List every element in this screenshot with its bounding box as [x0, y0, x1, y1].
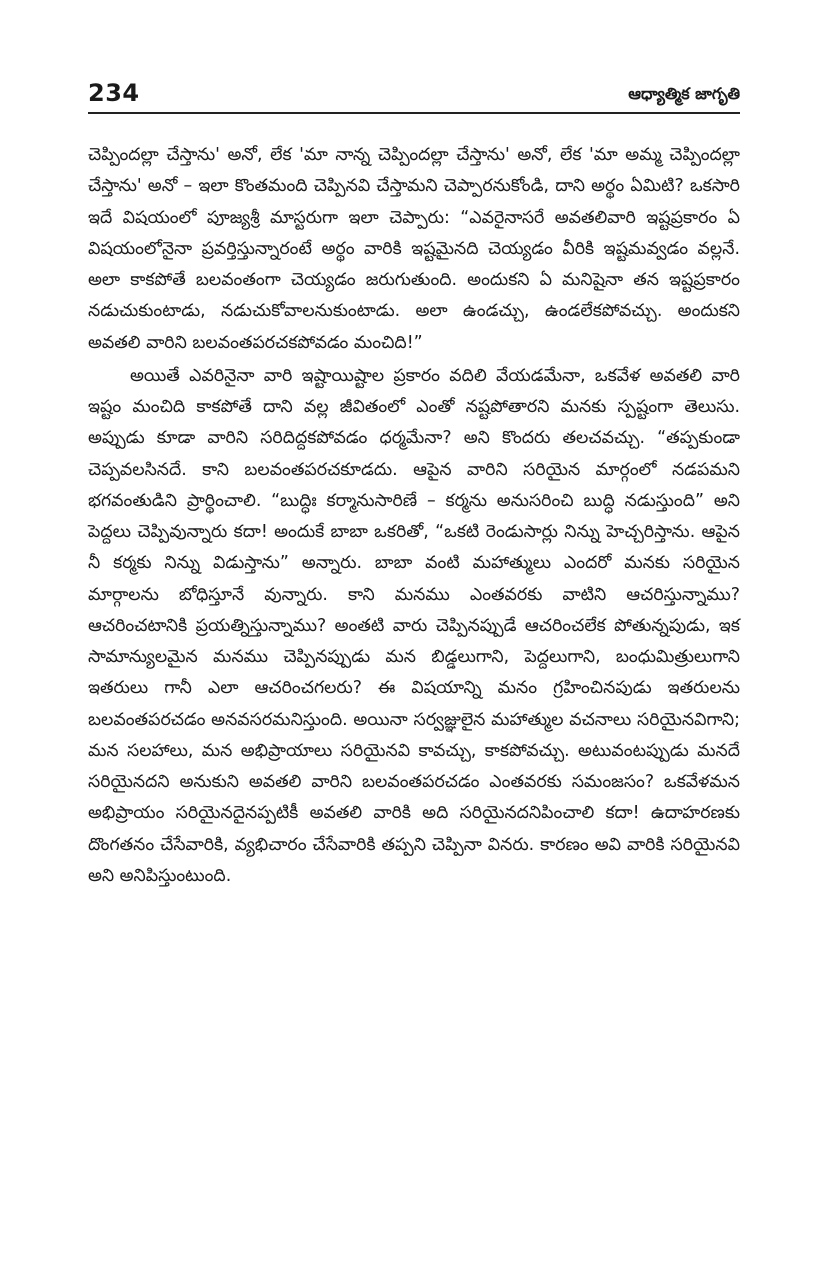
- page-header: [88, 78, 740, 112]
- page-number: 234: [88, 79, 140, 107]
- body-text: [88, 140, 740, 892]
- running-title: ఆధ్యాత్మిక జాగృతి: [628, 84, 740, 103]
- header-rule: [88, 112, 740, 114]
- paragraph: అయితే ఎవరినైనా వారి ఇష్టాయిష్టాల ప్రకారం వదిలి వేయడమేనా, ఒకవేళ అవతలి వారి ఇష్టం మంచిది కాకపోతే దాని వల్ల జీవితంలో ఎంతో నష్టపోతారని మనకు స్పష్టంగా తెలుసు. అప్పుడు కూడా వారిని సరిదిద్దకపోవడం ధర్మమేనా? అని కొందరు తలచవచ్చు. “తప్పకుండా చెప్పవలసినదే. కాని బలవంతపరచకూడదు. ఆపైన వారిని సరియైన మార్గంలో నడపమని భగవంతుడిని ప్రార్థించాలి. “బుద్ధిః కర్మానుసారిణే – కర్మను అనుసరించి బుద్ధి నడుస్తుంది” అని పెద్దలు చెప్పివున్నారు కదా! అందుకే బాబా ఒకరితో, “ఒకటి రెండుసార్లు నిన్ను హెచ్చరిస్తాను. ఆపైన నీ కర్మకు నిన్ను విడుస్తాను” అన్నారు. బాబా వంటి మహాత్ములు ఎందరో మనకు సరియైన మార్గాలను బోధిస్తూనే వున్నారు. కాని మనము ఎంతవరకు వాటిని ఆచరిస్తున్నాము? ఆచరించటానికి ప్రయత్నిస్తున్నాము? అంతటి వారు చెప్పినప్పుడే ఆచరించలేక పోతున్నపుడు, ఇక సామాన్యులమైన మనము చెప్పినప్పుడు మన బిడ్డలుగాని, పెద్దలుగాని, బంధుమిత్రులుగాని ఇతరులు గానీ ఎలా ఆచరించగలరు? ఈ విషయాన్ని మనం గ్రహించినపుడు ఇతరులను బలవంతపరచడం అనవసరమనిస్తుంది. అయినా సర్వజ్ఞులైన మహాత్ముల వచనాలు సరియైనవిగాని; మన సలహాలు, మన అభిప్రాయాలు సరియైనవి కావచ్చు, కాకపోవచ్చు. అటువంటప్పుడు మనదే సరియైనదని అనుకుని అవతలి వారిని బలవంతపరచడం ఎంతవరకు సమంజసం? ఒకవేళమన అభిప్రాయం సరియైనదైనప్పటికీ అవతలి వారికి అది సరియైనదనిపించాలి కదా! ఉదాహరణకు దొంగతనం చేసేవారికి, వ్యభిచారం చేసేవారికి తప్పని చెప్పినా వినరు. కారణం అవి వారికి సరియైనవి అని అనిపిస్తుంటుంది.: [88, 365, 740, 886]
- paragraph: చెప్పిందల్లా చేస్తాను' అనో, లేక 'మా నాన్న చెప్పిందల్లా చేస్తాను' అనో, లేక 'మా అమ్మ చెప్పిందల్లా చేస్తాను' అనో – ఇలా కొంతమంది చెప్పినవి చేస్తామని చెప్పారనుకోండి, దాని అర్థం ఏమిటి? ఒకసారి ఇదే విషయంలో పూజ్యశ్రీ మాస్టరుగా ఇలా చెప్పారు: “ఎవరైనాసరే అవతలివారి ఇష్టప్రకారం ఏ విషయంలోనైనా ప్రవర్తిస్తున్నారంటే అర్థం వారికి ఇష్టమైనది చెయ్యడం వీరికి ఇష్టమవ్వడం వల్లనే. అలా కాకపోతే బలవంతంగా చెయ్యడం జరుగుతుంది. అందుకని ఏ మనిషైనా తన ఇష్టప్రకారం నడుచుకుంటాడు, నడుచుకోవాలనుకుంటాడు. అలా ఉండచ్చు, ఉండలేకపోవచ్చు. అందుకని అవతలి వారిని బలవంతపరచకపోవడం మంచిది!”: [88, 145, 740, 353]
